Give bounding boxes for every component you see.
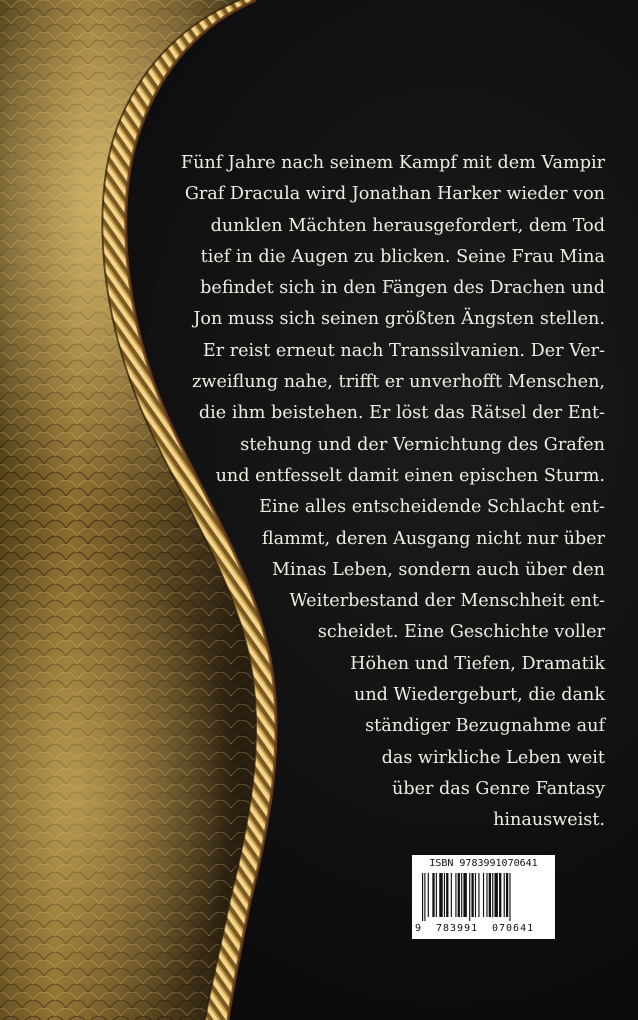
blurb-line: zweiflung nahe, trifft er unverhofft Menschen, [192, 372, 605, 393]
barcode-bar [478, 873, 479, 917]
barcode-digits-left: 783991 [436, 923, 479, 934]
blurb-line: Fünf Jahre nach seinem Kampf mit dem Vampir [180, 153, 605, 173]
barcode-bar [455, 873, 456, 917]
blurb-line: über das Genre Fantasy [392, 778, 605, 799]
blurb-line: Eine alles entscheidende Schlacht ent- [259, 497, 605, 518]
barcode-bar [432, 873, 434, 917]
barcode-bar [494, 873, 497, 917]
barcode-bar [436, 873, 437, 917]
barcode-bar [475, 873, 476, 917]
blurb-line: und Wiedergeburt, die dank [354, 685, 605, 706]
barcode-bar [428, 873, 429, 917]
barcode-bar [444, 873, 445, 917]
barcode-bar [422, 873, 423, 921]
barcode-bar [492, 873, 493, 917]
barcode-bar [446, 873, 448, 917]
barcode-bars [422, 873, 548, 921]
blurb-line: flammt, deren Ausgang nicht nur über [261, 528, 605, 549]
blurb-text [160, 148, 605, 837]
barcode-bar [471, 873, 473, 917]
barcode-bar [486, 873, 487, 917]
barcode-bar [469, 873, 470, 921]
blurb-line: und entfesselt damit einen epischen Sturm. [215, 465, 605, 486]
blurb-line: scheidet. Eine Geschichte voller [317, 622, 605, 643]
barcode-bar [504, 873, 505, 917]
barcode-bar [463, 873, 466, 917]
blurb-line: ständiger Bezugnahme auf [365, 716, 605, 737]
barcode-bar [458, 873, 460, 917]
blurb-line: befindet sich in den Fängen des Drachen und [200, 278, 605, 299]
isbn-barcode [412, 855, 555, 939]
barcode-digits-right: 070641 [492, 923, 535, 934]
blurb-line: Weiterbestand der Menschheit ent- [289, 591, 605, 612]
barcode-digit-first: 9 [415, 923, 423, 934]
barcode-bar [499, 873, 501, 917]
blurb-line: Minas Leben, sondern auch über den [272, 559, 605, 580]
blurb-line: Jon muss sich seinen größten Ängsten stellen. [193, 309, 605, 330]
blurb-line: hinausweist. [493, 810, 605, 831]
barcode-bar [489, 873, 491, 917]
barcode-bar [483, 873, 484, 917]
barcode-bar [424, 873, 425, 921]
barcode-bar [451, 873, 452, 917]
barcode-bar [506, 873, 508, 917]
blurb-line: Höhen und Tiefen, Dramatik [350, 653, 605, 674]
barcode-bar [461, 873, 462, 917]
blurb-line: tief in die Augen zu blicken. Seine Frau Mina [200, 246, 605, 267]
isbn-label: ISBN 9783991070641 [429, 858, 538, 869]
blurb-line: Er reist erneut nach Transsilvanien. Der Ver- [202, 340, 605, 361]
blurb-line: dunklen Mächten herausgefordert, dem Tod [210, 215, 605, 236]
blurb-line: die ihm beistehen. Er löst das Rätsel der Ent- [198, 403, 605, 424]
blurb-line: Graf Dracula wird Jonathan Harker wieder von [184, 184, 605, 205]
blurb-line: stehung und der Vernichtung des Grafen [240, 434, 605, 455]
barcode-bar [439, 873, 442, 917]
blurb-line: das wirkliche Leben weit [381, 747, 605, 768]
barcode-bar [509, 873, 510, 921]
